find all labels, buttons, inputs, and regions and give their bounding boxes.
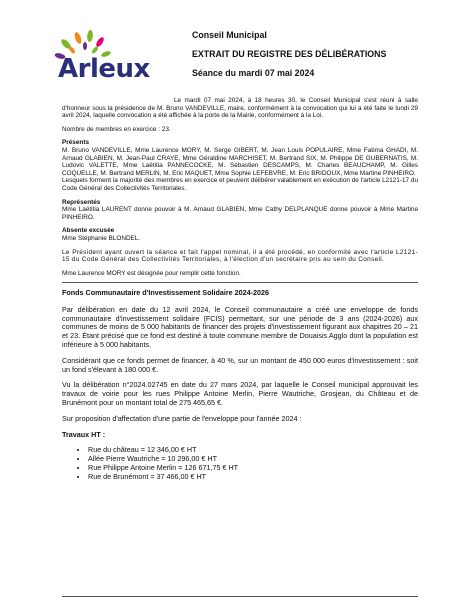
footer-divider (62, 596, 418, 597)
paragraph-4: Sur proposition d'affectation d'une partie de l'enveloppe pour l'année 2024 : (62, 413, 302, 423)
intro-paragraph: Le mardi 07 mai 2024, à 18 heures 30, le Conseil Municipal s'est réuni à salle d'honneur sous la présidence de M. Bruno VANDEVILLE, maire, conformément à la convocation qui lui a été faite le lundi 29 avril 2024, laquelle convocation a été affichée à la porte de la Mairie, conformément à la Loi. (62, 97, 418, 120)
list-item: • Rue du château = 12 346,00 € HT (88, 446, 418, 455)
document-header (192, 30, 432, 87)
section-divider (62, 282, 418, 283)
paragraph-3: Vu la délibération n°2024.02745 en date du 27 mars 2024, par laquelle le Conseil municipal approuvait les travaux de voirie pour les rues Philippe Antoine Merlin, Pierre Wautriche, Grosjean, du Château et de Brunémont pour un montant total de 275 465,65 €. (62, 380, 418, 408)
represented-list: Mme Laëtitia LAURENT donne pouvoir à M. Arnaud GLABIEN, Mme Cathy DELPLANQUE donne pouvoir à Mme Martine PINHEIRO. (62, 206, 418, 221)
opening-paragraph: Le Président ayant ouvert la séance et fait l'appel nominal, il a été procédé, en conformité avec l'article L2121-15 du Code Général des Collectivités Territoriales, à l'élection d'un secrétaire pris au sein du Conseil. (62, 248, 418, 264)
register-title: EXTRAIT DU REGISTRE DES DÉLIBÉRATIONS (192, 49, 387, 59)
list-item: • Rue de Brunémont = 37 466,00 € HT (88, 473, 418, 482)
represented-heading: Représentés (62, 198, 101, 206)
list-item: • Rue Philippe Antoine Merlin = 126 671,75 € HT (88, 464, 418, 473)
council-title: Conseil Municipal (192, 30, 267, 40)
list-item: • Allée Pierre Wautriche = 10 296,00 € HT (88, 455, 418, 464)
document-body (62, 97, 418, 481)
paragraph-2: Considérant que ce fonds permet de financer, à 40 %, sur un montant de 450 000 euros d'investissement : soit un fond s'élevant à 180 000 €. (62, 355, 418, 374)
session-date: Séance du mardi 07 mai 2024 (192, 68, 315, 78)
majority-paragraph: Lesquels forment la majorité des membres en exercice et peuvent délibérer valablement en exécution de l'article L2121-17 du Code Général des Collectivités Territoriales. (62, 177, 418, 192)
section-title: Fonds Communautaire d'Investissement Solidaire 2024-2026 (62, 288, 270, 298)
members-count: Nombre de membres en exercice : 23. (62, 125, 171, 133)
presents-list: M. Bruno VANDEVILLE, Mme Laurence MORY, M. Serge GIBERT, M. Jean Louis POPULAIRE, Mme Fatima GHADI, M. Arnaud GLABIEN, M. Jean-Paul CRAYE, Mme Géraldine MARCHISET, M. Bertrand SIX, M. Philippe DE GUBERNATIS, M. Ludovic VALETTE, Mme Laëtitia PANNECOCKE, M. Sébastien DESCAMPS, M. Charles BEAUCHAMP, M. Gilles COQUELLE, M. Bertrand MERLIN, M. Eric MAQUET, Mme Sophie LEFEBVRE, M. Eric BRIDOUX, Mme Martine PINHEIRO. (62, 146, 418, 177)
travaux-heading: Travaux HT : (62, 429, 106, 439)
travaux-list (62, 446, 418, 481)
secretary-line: Mme Laurence MORY est désignée pour remplir cette fonction. (62, 269, 241, 277)
absent-heading: Absente excusée (62, 227, 115, 235)
paragraph-1: Par délibération en date du 12 avril 2024, le Conseil communautaire a créé une enveloppe de fonds communautaire d'investissement solidaire (FCIS) permettant, sur une période de 3 ans (2024-2026) aux communes de moins de 5 000 habitants de financer des projets d'investissement figurant aux chapitres 20 – 21 et 23. Étant précisé que ce fond est destiné à toute commune membre de Douaisis Agglo dont la population est inférieure à 5 000 habitants. (62, 304, 418, 350)
logo-wordmark: Arleux (58, 54, 150, 84)
presents-heading: Présents (62, 139, 89, 147)
arleux-logo (52, 30, 172, 98)
absent-list: Mme Stéphanie BLONDEL. (62, 234, 141, 242)
